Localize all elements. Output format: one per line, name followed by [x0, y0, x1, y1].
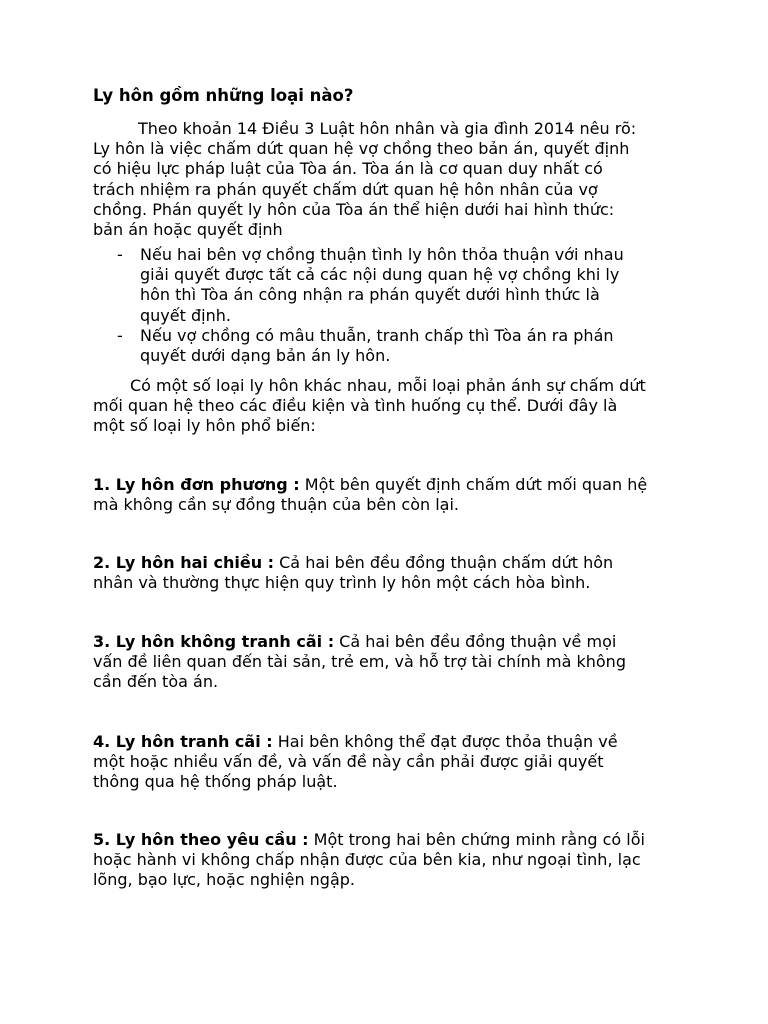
type-label: 2. Ly hôn hai chiều :	[93, 553, 275, 572]
type-text: Một trong hai bên chứng minh rằng có lỗi	[308, 830, 645, 849]
intro-line: có hiệu lực pháp luật của Tòa án. Tòa án là cơ quan duy nhất có	[93, 159, 603, 179]
intro-line: Theo khoản 14 Điều 3 Luật hôn nhân và gia đình 2014 nêu rõ:	[138, 119, 637, 138]
type-line: nhân và thường thực hiện quy trình ly hôn một cách hòa bình.	[93, 573, 591, 593]
type-text: Cả hai bên đều đồng thuận chấm dứt hôn	[274, 553, 614, 572]
type-text: Cả hai bên đều đồng thuận về mọi	[334, 632, 617, 651]
type-line: một hoặc nhiều vấn đề, và vấn đề này cần phải được giải quyết	[93, 752, 604, 772]
type-line: vấn đề liên quan đến tài sản, trẻ em, và hỗ trợ tài chính mà không	[93, 652, 626, 672]
intro-paragraph	[93, 119, 693, 240]
type-line: mà không cần sự đồng thuận của bên còn lại.	[93, 495, 460, 515]
summary-paragraph	[93, 376, 693, 437]
type-label: 5. Ly hôn theo yêu cầu :	[93, 830, 309, 849]
divorce-type-5	[93, 830, 693, 891]
type-first-line	[93, 553, 693, 573]
type-label: 1. Ly hôn đơn phương :	[93, 475, 300, 494]
type-text: Hai bên không thể đạt được thỏa thuận về	[272, 732, 618, 751]
type-line: thông qua hệ thống pháp luật.	[93, 772, 338, 792]
type-first-line	[93, 475, 693, 495]
divorce-type-2	[93, 553, 693, 593]
type-label: 3. Ly hôn không tranh cãi :	[93, 632, 335, 651]
type-line: cần đến tòa án.	[93, 672, 219, 692]
divorce-type-4	[93, 732, 693, 793]
intro-line: chồng. Phán quyết ly hôn của Tòa án thể hiện dưới hai hình thức:	[93, 199, 615, 219]
intro-line: Ly hôn là việc chấm dứt quan hệ vợ chồng theo bản án, quyết định	[93, 139, 630, 159]
type-first-line	[93, 632, 693, 652]
document-title: Ly hôn gồm những loại nào?	[93, 86, 354, 105]
intro-line: trách nhiệm ra phán quyết chấm dứt quan hệ hôn nhân của vợ	[93, 179, 598, 199]
divorce-type-3	[93, 632, 693, 693]
intro-line: bản án hoặc quyết định	[93, 220, 283, 240]
divorce-type-1	[93, 475, 693, 515]
list-item	[117, 245, 687, 326]
type-label: 4. Ly hôn tranh cãi :	[93, 732, 273, 751]
type-first-line	[93, 830, 693, 850]
bullet-line: quyết dưới dạng bản án ly hôn.	[140, 346, 391, 366]
bullet-list	[117, 245, 687, 366]
type-line: hoặc hành vi không chấp nhận được của bên kia, như ngoại tình, lạc	[93, 850, 641, 870]
bullet-line: Nếu hai bên vợ chồng thuận tình ly hôn thỏa thuận với nhau	[140, 245, 624, 264]
type-first-line	[93, 732, 693, 752]
bullet-line: giải quyết được tất cả các nội dung quan hệ vợ chồng khi ly	[140, 265, 620, 285]
bullet-line: Nếu vợ chồng có mâu thuẫn, tranh chấp thì Tòa án ra phán	[140, 325, 614, 345]
summary-line: một số loại ly hôn phổ biến:	[93, 416, 316, 436]
summary-line: mối quan hệ theo các điều kiện và tình huống cụ thể. Dưới đây là	[93, 396, 618, 416]
bullet-dash: -	[117, 325, 123, 345]
type-line: lõng, bạo lực, hoặc nghiện ngập.	[93, 870, 356, 890]
list-item	[117, 326, 687, 366]
bullet-line: hôn thì Tòa án công nhận ra phán quyết dưới hình thức là	[140, 285, 600, 305]
bullet-dash: -	[117, 245, 123, 264]
summary-line: Có một số loại ly hôn khác nhau, mỗi loại phản ánh sự chấm dứt	[130, 376, 646, 395]
type-text: Một bên quyết định chấm dứt mối quan hệ	[299, 475, 648, 494]
bullet-line: quyết định.	[140, 305, 231, 325]
